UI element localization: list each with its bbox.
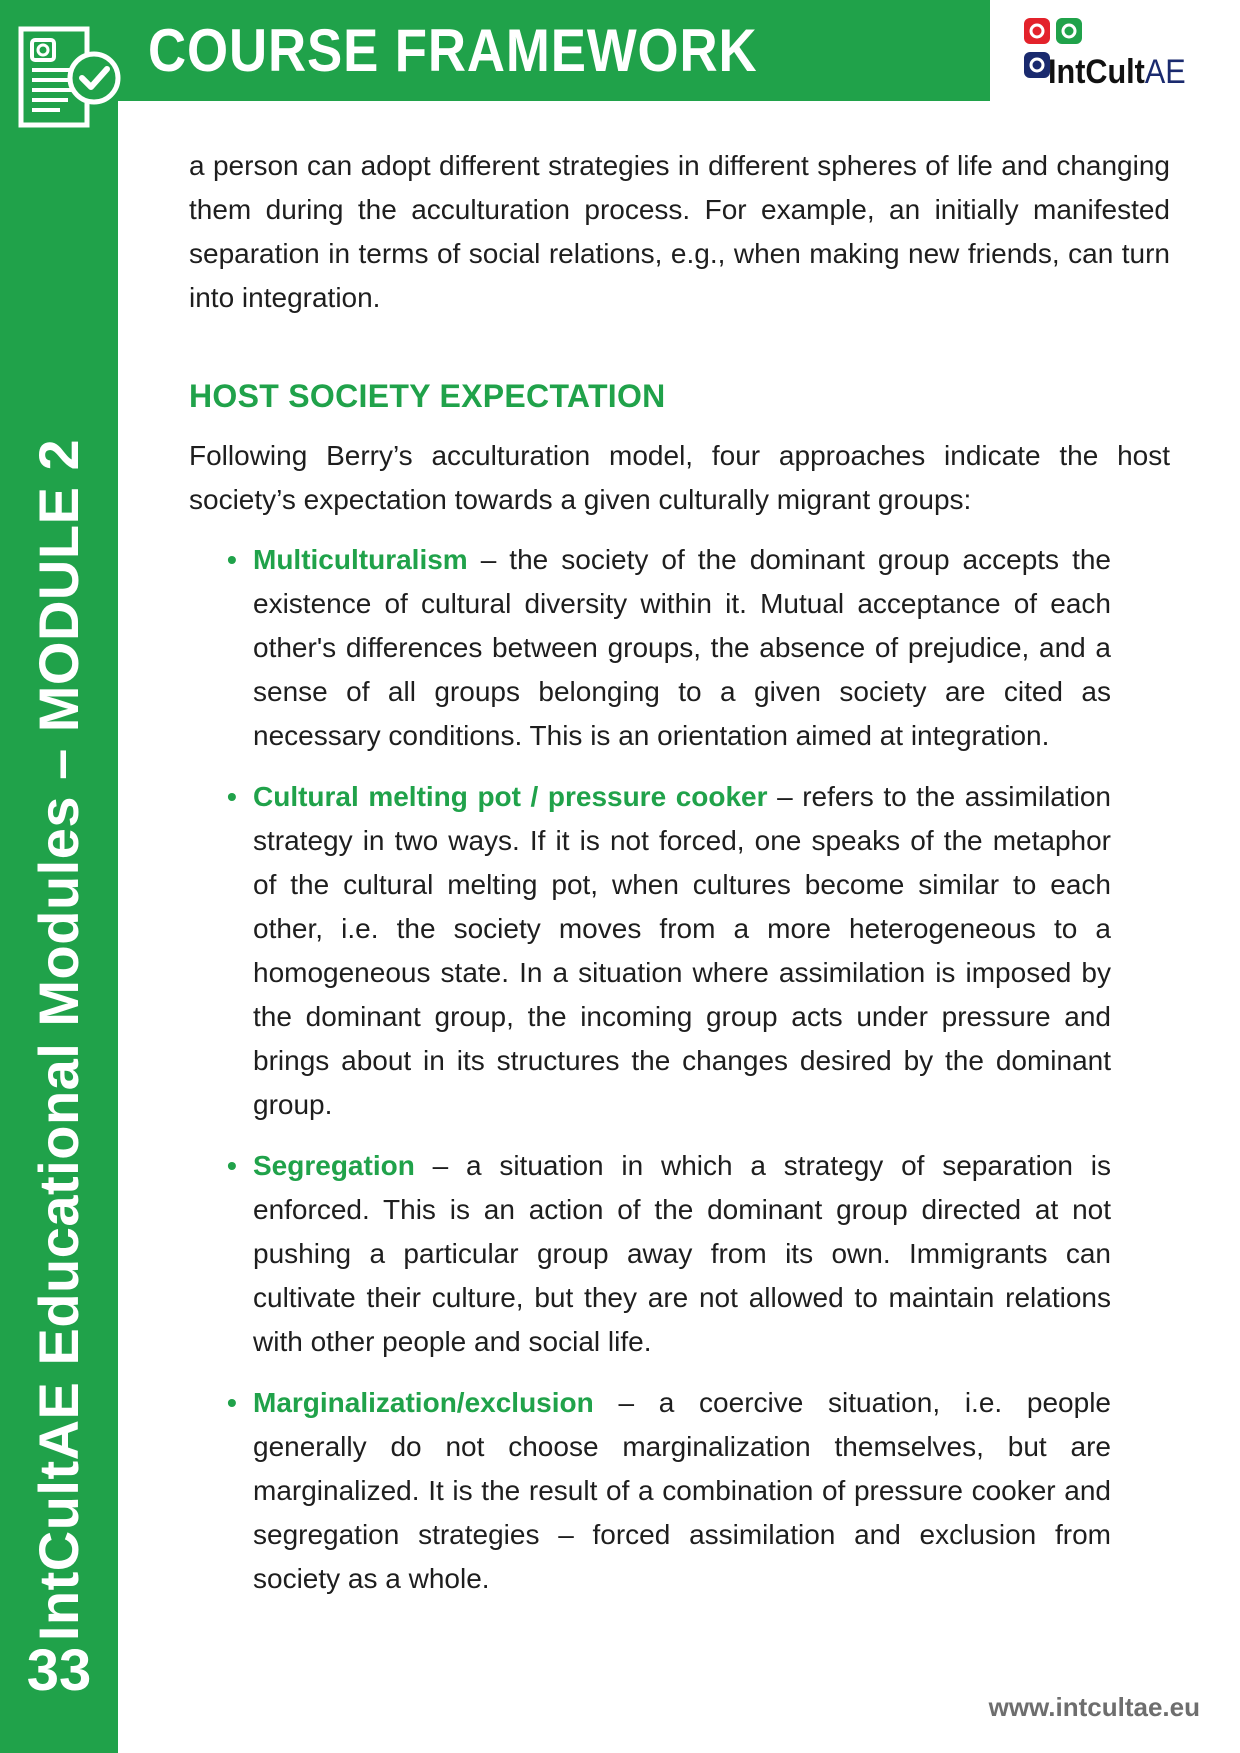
list-item-marginalization [227, 1381, 1111, 1601]
sidebar-module-label: IntCultAE Educational Modules – MODULE 2 [27, 438, 90, 1642]
approaches-list [227, 538, 1111, 1601]
term-description: – refers to the assimilation strategy in two ways. If it is not forced, one speaks of the metaphor of the cultural melting pot, when cultures become similar to each other, i.e. the society moves from a more heterogeneous to a homogeneous state. In a situation where assimilation is imposed by the dominant group, the incoming group acts under pressure and brings about in its structures the changes desired by the dominant group. [253, 781, 1111, 1120]
bullet-icon: • [227, 1387, 237, 1418]
term-label: Multiculturalism [253, 544, 468, 575]
term-label: Segregation [253, 1150, 415, 1181]
list-item-segregation [227, 1144, 1111, 1364]
bullet-icon: • [227, 544, 237, 575]
intro-paragraph: a person can adopt different strategies in different spheres of life and changing them during the acculturation process. For example, an initially manifested separation in terms of social relations, e.g., when making new friends, can turn into integration. [189, 150, 1170, 313]
bullet-icon: • [227, 781, 237, 812]
intcultae-logo [1024, 18, 1204, 91]
term-label: Cultural melting pot / pressure cooker [253, 781, 768, 812]
document-check-icon [18, 26, 122, 130]
page-number: 33 [26, 1638, 92, 1703]
bullet-icon: • [227, 1150, 237, 1181]
main-content [189, 144, 1170, 1618]
list-item-multiculturalism [227, 538, 1111, 758]
footer-website-link[interactable]: www.intcultae.eu [988, 1692, 1200, 1722]
term-description: – a situation in which a strategy of separation is enforced. This is an action of the dominant group directed at not pushing a particular group away from its own. Immigrants can cultivate their culture, but they are not allowed to maintain relations with other people and social life. [253, 1150, 1111, 1357]
list-item-melting-pot [227, 775, 1111, 1127]
term-description: – the society of the dominant group accepts the existence of cultural diversity within it. Mutual acceptance of each other's differences between groups, the absence of prejudice, and a sense of all groups belonging to a given society are cited as necessary conditions. This is an orientation aimed at integration. [253, 544, 1111, 751]
term-label: Marginalization/exclusion [253, 1387, 594, 1418]
section-heading: HOST SOCIETY EXPECTATION [189, 378, 666, 414]
term-description: – a coercive situation, i.e. people generally do not choose marginalization themselves, but are marginalized. It is the result of a combination of pressure cooker and segregation strategies – forced assimilation and exclusion from society as a whole. [253, 1387, 1111, 1594]
page-title: COURSE FRAMEWORK [148, 17, 758, 84]
lead-paragraph: Following Berry’s acculturation model, four approaches indicate the host society’s expectation towards a given culturally migrant groups: [189, 440, 1170, 515]
logo-wordmark: IntCultAE [1048, 53, 1186, 91]
